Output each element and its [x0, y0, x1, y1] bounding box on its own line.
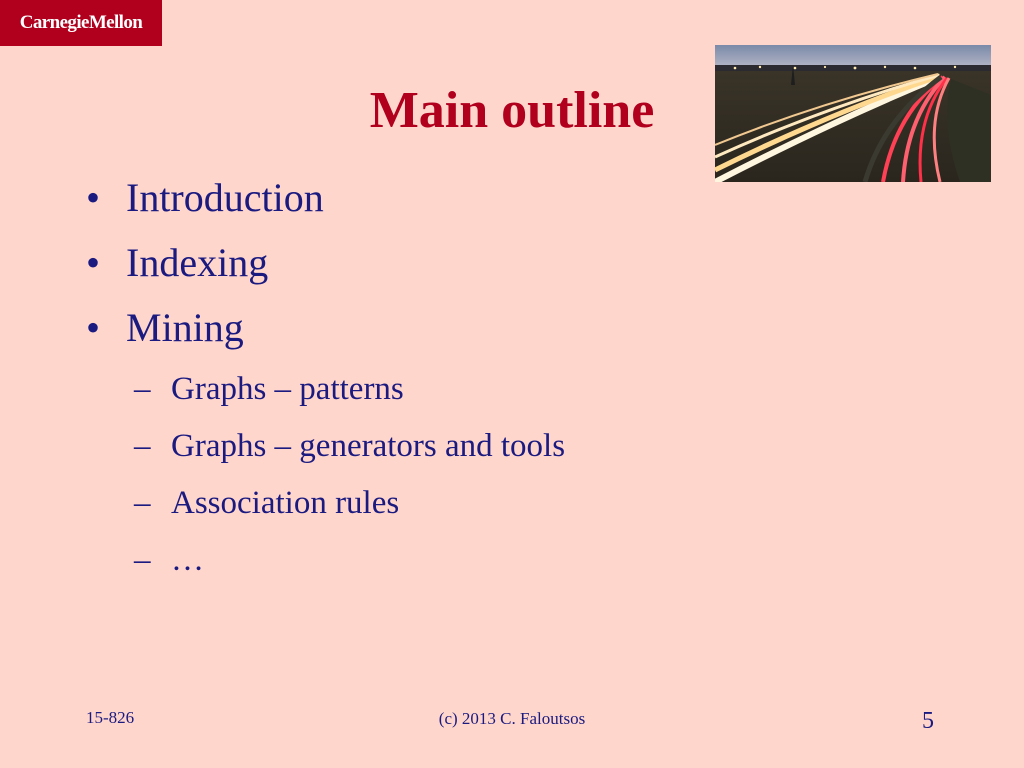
- bullet-mark: •: [86, 175, 101, 220]
- item-text: Mining: [126, 305, 244, 350]
- item-text: Indexing: [126, 240, 269, 285]
- highway-light-trails-image: [715, 45, 991, 182]
- copyright-notice: (c) 2013 C. Faloutsos: [438, 709, 586, 728]
- carnegie-mellon-logo: [0, 0, 162, 46]
- list-item: [86, 302, 565, 354]
- outline-list: [86, 172, 565, 595]
- item-text: Association rules: [171, 485, 400, 521]
- logo-text: CarnegieMellon: [19, 12, 143, 33]
- bullet-mark: •: [86, 240, 101, 285]
- bullet-mark: •: [86, 305, 101, 350]
- item-text: Graphs – generators and tools: [171, 428, 566, 464]
- sub-bullet-mark: –: [134, 428, 151, 464]
- list-item: [86, 237, 565, 289]
- sub-bullet-mark: –: [134, 371, 151, 407]
- sub-list-item: [134, 367, 565, 411]
- sub-list-item: [134, 424, 565, 468]
- sub-bullet-mark: –: [134, 542, 151, 578]
- sub-list-item: [134, 538, 565, 582]
- list-item: [86, 172, 565, 224]
- slide-title: Main outline: [369, 82, 655, 139]
- page-number: 5: [922, 708, 934, 734]
- sub-bullet-mark: –: [134, 485, 151, 521]
- course-number: 15-826: [86, 708, 135, 727]
- sub-list-item: [134, 481, 565, 525]
- item-text: …: [171, 542, 204, 578]
- item-text: Introduction: [126, 175, 324, 220]
- item-text: Graphs – patterns: [171, 371, 404, 407]
